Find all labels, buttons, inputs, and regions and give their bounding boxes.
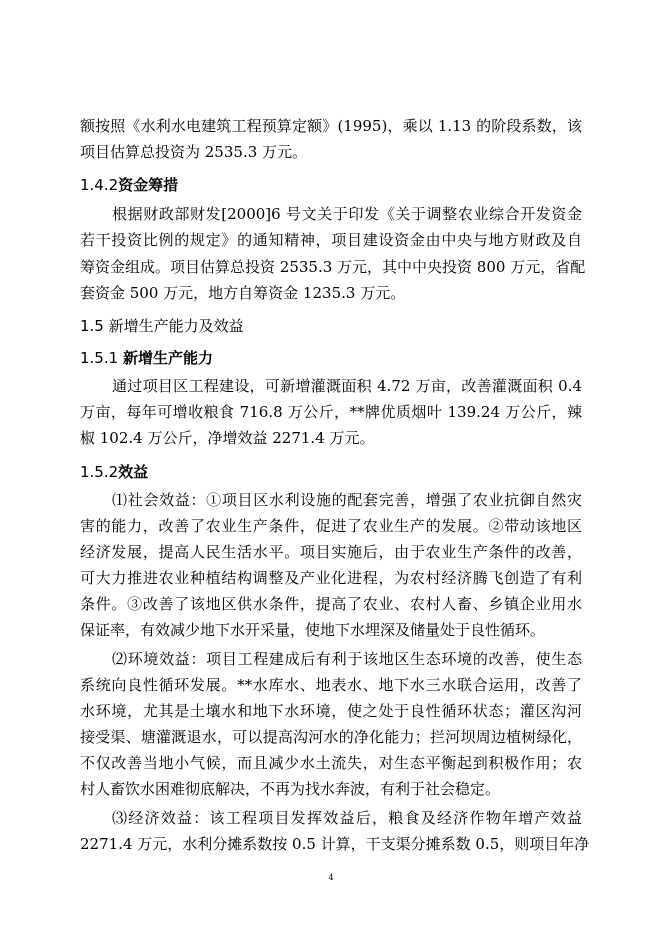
paragraph-line: 接受渠、塘灌溉退水，可以提高沟河水的净化能力；拦河坝周边植树绿化， — [80, 728, 582, 746]
paragraph-line: 害的能力，改善了农业生产条件，促进了农业生产的发展。②带动该地区 — [80, 517, 582, 535]
paragraph-line: 水环境，尤其是土壤水和地下水环境，使之处于良性循环状态；灌区沟河 — [80, 702, 582, 720]
body-line: 项目估算总投资为 2535.3 万元。 — [80, 143, 308, 161]
paragraph-line: 2271.4 万元，水利分摊系数按 0.5 计算，干支渠分摊系数 0.5，则项目年净 — [80, 835, 590, 853]
paragraph-line: ⑶经济效益：该工程项目发挥效益后，粮食及经济作物年增产效益 — [112, 809, 582, 827]
section-number: 1.5 — [80, 317, 104, 335]
paragraph-line: 通过项目区工程建设，可新增灌溉面积 4.72 万亩，改善灌溉面积 0.4 — [112, 377, 582, 395]
paragraph-line: 保证率，有效减少地下水开采量，使地下水埋深及储量处于良性循环。 — [80, 621, 546, 639]
paragraph-line: 根据财政部财发[2000]6 号文关于印发《关于调整农业综合开发资金 — [112, 205, 582, 223]
section-heading-1-4-2 — [80, 175, 582, 195]
page-number: 4 — [328, 873, 334, 882]
paragraph-line: 经济发展，提高人民生活水平。项目实施后，由于农业生产条件的改善， — [80, 543, 582, 561]
section-title: 资金筹措 — [118, 176, 179, 194]
section-title: 新增生产能力及效益 — [108, 317, 244, 335]
paragraph-line: 万亩，每年可增收粮食 716.8 万公斤，**牌优质烟叶 139.24 万公斤，辣 — [80, 403, 582, 421]
section-heading-1-5-1 — [80, 348, 582, 368]
section-number: 1.5.2 — [80, 463, 119, 481]
paragraph-line: 不仅改善当地小气候，而且减少水土流失，对生态平衡起到积极作用；农 — [80, 754, 582, 772]
paragraph-line: 系统向良性循环发展。**水库水、地表水、地下水三水联合运用，改善了 — [80, 676, 582, 694]
section-title: 效益 — [118, 463, 149, 481]
paragraph-line: 椒 102.4 万公斤，净增效益 2271.4 万元。 — [80, 429, 375, 447]
paragraph-line: 套资金 500 万元，地方自筹资金 1235.3 万元。 — [80, 284, 406, 302]
section-number: 1.4.2 — [80, 176, 119, 194]
section-number: 1.5.1 — [80, 349, 119, 367]
paragraph-line: ⑵环境效益：项目工程建成后有利于该地区生态环境的改善，使生态 — [112, 650, 582, 668]
paragraph-line: 若干投资比例的规定》的通知精神，项目建设资金由中央与地方财政及自 — [80, 231, 582, 249]
body-line: 额按照《水利水电建筑工程预算定额》(1995)，乘以 1.13 的阶段系数，该 — [80, 117, 582, 135]
paragraph-line: 条件。③改善了该地区供水条件，提高了农业、农村人畜、乡镇企业用水 — [80, 595, 582, 613]
section-heading-1-5 — [80, 316, 582, 336]
section-heading-1-5-2 — [80, 462, 582, 482]
paragraph-line: 村人畜饮水困难彻底解决，不再为找水奔波，有利于社会稳定。 — [80, 780, 501, 798]
paragraph-line: 可大力推进农业种植结构调整及产业化进程，为农村经济腾飞创造了有利 — [80, 569, 582, 587]
paragraph-line: 筹资金组成。项目估算总投资 2535.3 万元，其中中央投资 800 万元，省配 — [80, 258, 586, 276]
section-title: 新增生产能力 — [122, 349, 213, 367]
paragraph-line: ⑴社会效益：①项目区水利设施的配套完善，增强了农业抗御自然灾 — [112, 491, 582, 509]
